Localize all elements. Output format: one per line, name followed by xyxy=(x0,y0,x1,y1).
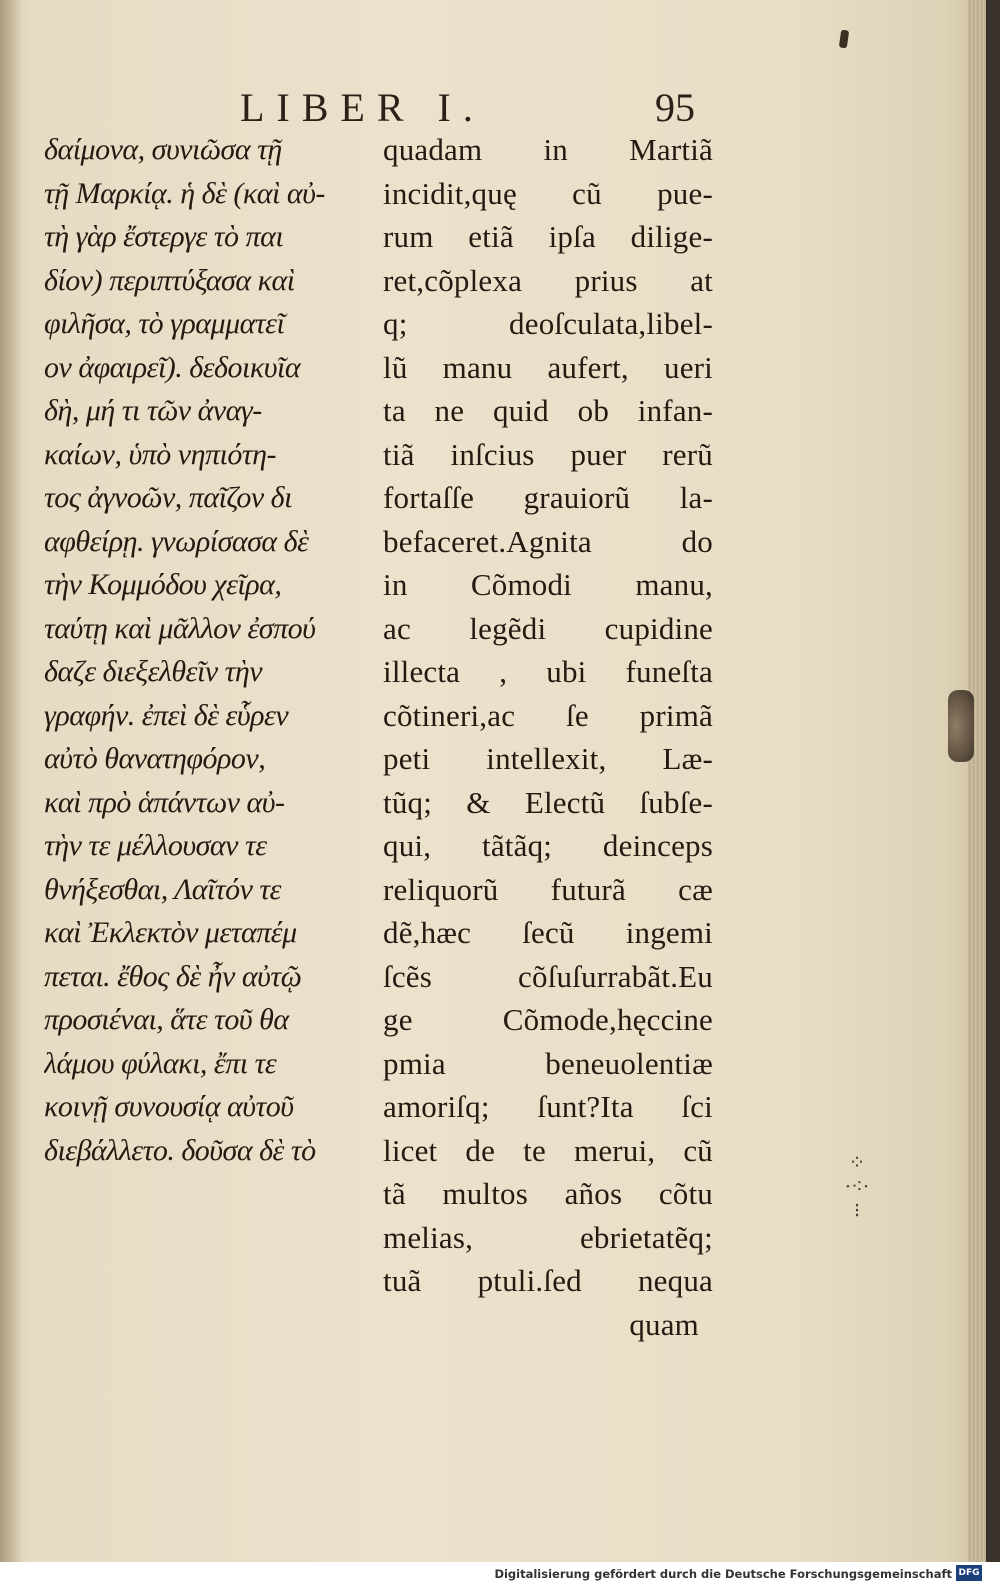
page-gutter-shadow xyxy=(0,0,22,1562)
greek-text-line: ταύτῃ καὶ μᾶλλον ἐσπού xyxy=(44,611,316,645)
greek-text-line: φιλῆσα, τὸ γραμματεῖ xyxy=(44,307,285,340)
greek-text-line: πεται. ἔθος δὲ ἦν αὐτῷ xyxy=(44,959,302,993)
latin-text-line: fortaſſe grauiorũ la- xyxy=(383,480,713,515)
latin-text-line: peti intellexit, Læ- xyxy=(383,741,713,776)
greek-text-line: τὴ γὰρ ἔστεργε τὸ παι xyxy=(44,220,284,253)
greek-text-line: ον ἀφαιρεῖ). δεδοικυῖα xyxy=(44,350,301,384)
greek-text-line: δὴ, μή τι τῶν ἀναγ- xyxy=(44,394,262,427)
latin-text-line: lũ manu aufert, ueri xyxy=(383,349,713,385)
latin-text-line: amoriſq; ſunt?Ita ſci xyxy=(383,1089,713,1124)
greek-text-line: αὐτὸ θανατηφόρον, xyxy=(44,742,266,775)
latin-text-line: ge Cõmode,hęccine xyxy=(383,1002,713,1037)
book-clasp xyxy=(948,690,974,762)
greek-text-line: τὴν τε μέλλουσαν τε xyxy=(44,829,267,862)
latin-text-line: ſcẽs cõſuſurrabãt.Eu xyxy=(383,958,713,994)
latin-text-line: melias, ebrietatẽq; xyxy=(383,1219,713,1255)
greek-text-line: τὴν Κομμόδου χεῖρα, xyxy=(44,568,282,601)
latin-text-line: pmia beneuolentiæ xyxy=(383,1045,713,1081)
latin-text-line: in Cõmodi manu, xyxy=(383,567,713,602)
greek-text-line: κοινῇ συνουσίᾳ αὐτοῦ xyxy=(44,1090,294,1123)
greek-text-line: καίων, ὑπὸ νηπιότη- xyxy=(44,437,276,471)
greek-text-line: αφθείρῃ. γνωρίσασα δὲ xyxy=(44,524,309,558)
latin-text-line: dẽ,hæc ſecũ ingemi xyxy=(383,915,713,950)
greek-text-line: θνήξεσθαι, Λαῖτόν τε xyxy=(44,872,281,906)
latin-text-line: incidit,quę cũ pue- xyxy=(383,175,713,211)
ink-stain-mark xyxy=(839,30,849,49)
latin-text-line: licet de te merui, cũ xyxy=(383,1132,713,1168)
latin-text-line: tũq; & Electũ ſubſe- xyxy=(383,784,713,820)
running-title: LIBER I. xyxy=(240,85,485,130)
greek-text-line: διεβάλλετο. δοῦσα δὲ τὸ xyxy=(44,1133,316,1167)
latin-text-line: cõtineri,ac ſe primã xyxy=(383,697,713,733)
latin-text-line: ret,cõplexa prius at xyxy=(383,262,713,298)
greek-text-line: καὶ πρὸ ἁπάντων αὐ- xyxy=(44,785,285,819)
latin-text-line: ta ne quid ob infan- xyxy=(383,393,713,428)
marginal-ornament-mark: ⁘ ·⁖· ⁝ xyxy=(844,1150,870,1222)
greek-text-line: προσιέναι, ἅτε τοῦ θα xyxy=(44,1003,289,1036)
latin-text-line: quadam in Martiã xyxy=(383,132,713,167)
greek-text-line: τος ἀγνοῶν, παῖζον δι xyxy=(44,481,292,514)
latin-text-line: illecta , ubi funeſta xyxy=(383,654,713,689)
latin-text-line: tiã inſcius puer rerũ xyxy=(383,436,713,472)
latin-text-line: ac legẽdi cupidine xyxy=(383,610,713,646)
latin-text-line: tã multos años cõtu xyxy=(383,1176,713,1211)
page-fore-edge xyxy=(968,0,986,1562)
catchword: quam xyxy=(629,1306,699,1342)
greek-text-line: γραφήν. ἐπεὶ δὲ εὗρεν xyxy=(44,698,289,732)
latin-text-column xyxy=(383,128,713,1346)
greek-text-column xyxy=(44,128,384,1172)
greek-text-line: καὶ Ἐκλεκτὸν μεταπέμ xyxy=(44,916,297,949)
digitization-credit: Digitalisierung gefördert durch die Deutsche Forschungsgemeinschaft xyxy=(494,1567,952,1581)
latin-text-line: reliquorũ futurã cæ xyxy=(383,871,713,907)
page-number: 95 xyxy=(655,85,695,130)
latin-text-line: qui, tãtãq; deinceps xyxy=(383,828,713,863)
latin-text-line: rum etiã ipſa dilige- xyxy=(383,219,713,254)
greek-text-line: δαίμονα, συνιῶσα τῇ xyxy=(44,133,282,166)
dfg-logo: DFG xyxy=(956,1565,982,1581)
latin-text-line: befaceret.Agnita do xyxy=(383,523,713,559)
greek-text-line: δίον) περιπτύξασα καὶ xyxy=(44,263,295,297)
greek-text-line: δαζε διεξελθεῖν τὴν xyxy=(44,655,263,688)
greek-text-line: τῇ Μαρκίᾳ. ἡ δὲ (καὶ αὐ- xyxy=(44,176,325,210)
greek-text-line: λάμου φύλακι, ἔπι τε xyxy=(44,1046,277,1080)
latin-text-line: q; deoſculata,libel- xyxy=(383,306,713,341)
latin-text-line: tuã ptuli.ſed nequa xyxy=(383,1263,713,1298)
